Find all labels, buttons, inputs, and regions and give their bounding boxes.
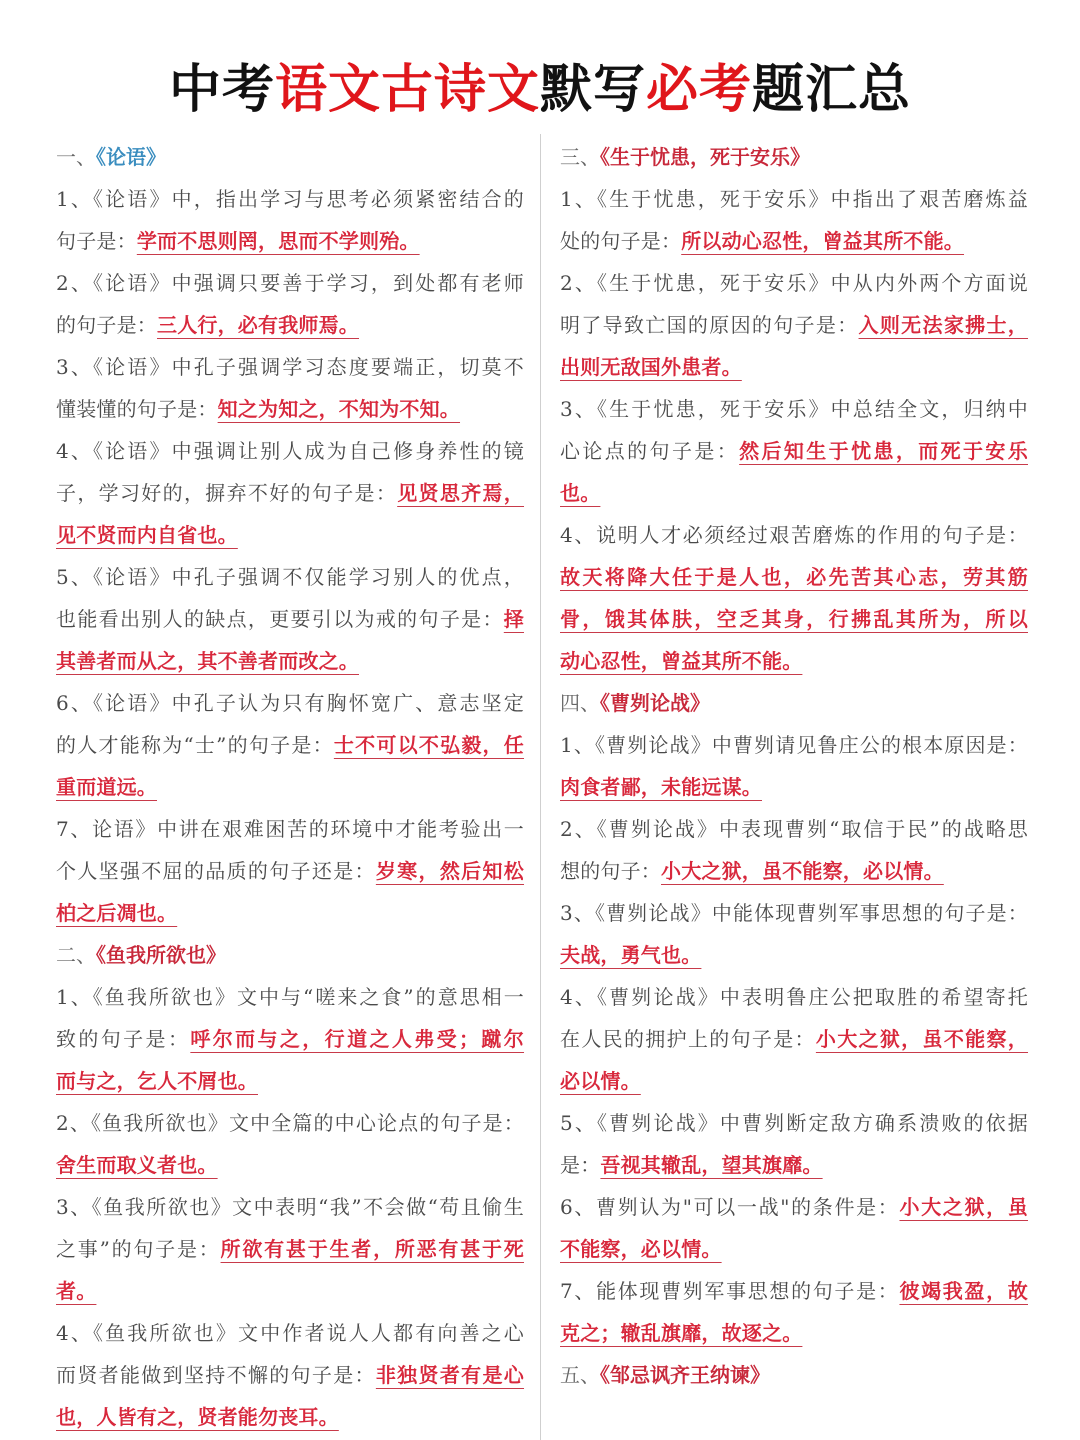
- question-text: 1、《鱼我所欲也》文中与“嗟来之食”的意思相一: [56, 985, 524, 1009]
- question-text: 6、《论语》中孔子认为只有胸怀宽广、意志坚定: [56, 691, 524, 715]
- question-text: 也能看出别人的缺点，更要引以为戒的句子是：: [56, 607, 504, 631]
- question-line: [56, 1228, 524, 1270]
- section-heading: [56, 136, 524, 178]
- section-number: 五、: [560, 1363, 600, 1387]
- question-text: 的人才能称为“士”的句子是：: [56, 733, 334, 757]
- right-column: [560, 136, 1028, 1396]
- answer-text: 骨，饿其体肤，空乏其身，行拂乱其所为，所以: [560, 607, 1028, 631]
- question-line: [56, 262, 524, 304]
- answer-text: 学而不思则罔，思而不学则殆。: [136, 229, 420, 253]
- answer-text: 夫战，勇气也。: [560, 943, 702, 967]
- section-heading: [560, 682, 1028, 724]
- section-heading: [560, 136, 1028, 178]
- question-text: 而贤者能做到坚持不懈的句子是：: [56, 1363, 376, 1387]
- question-line: [560, 556, 1028, 598]
- question-line: [560, 976, 1028, 1018]
- section-heading: [56, 934, 524, 976]
- answer-text: 也，人皆有之，贤者能勿丧耳。: [56, 1405, 339, 1429]
- question-line: [56, 724, 524, 766]
- answer-text: 见贤思齐焉，: [397, 481, 525, 505]
- question-text: 7、能体现曹刿军事思想的句子是：: [560, 1279, 900, 1303]
- title-part: 语文古诗文: [274, 60, 540, 120]
- answer-text: 小大之狱，虽不能察，: [815, 1027, 1029, 1051]
- answer-text: 知之为知之，不知为不知。: [217, 397, 461, 421]
- answer-text: 其善者而从之，其不善者而改之。: [56, 649, 359, 673]
- question-line: [560, 1060, 1028, 1102]
- question-line: [560, 1144, 1028, 1186]
- title-part: 中考: [168, 60, 275, 120]
- question-line: [560, 808, 1028, 850]
- section-book-title: 《邹忌讽齐王纳谏》: [600, 1363, 770, 1387]
- question-text: 3、《生于忧患，死于安乐》中总结全文，归纳中: [560, 397, 1028, 421]
- section-book-title: 《论语》: [96, 145, 166, 169]
- question-line: [56, 766, 524, 808]
- left-column: [56, 136, 524, 1438]
- question-line: [56, 640, 524, 682]
- question-text: 2、《论语》中强调只要善于学习，到处都有老师: [56, 271, 524, 295]
- question-text: 的句子是：: [56, 313, 157, 337]
- question-line: [56, 1186, 524, 1228]
- answer-text: 故天将降大任于是人也，必先苦其心志，劳其筋: [560, 565, 1028, 589]
- answer-text: 呼尔而与之，行道之人弗受；蹴尔: [190, 1027, 525, 1051]
- question-line: [56, 976, 524, 1018]
- title-part: 必考: [646, 60, 753, 120]
- question-line: [560, 724, 1028, 766]
- question-text: 2、《鱼我所欲也》文中全篇的中心论点的句子是：: [56, 1111, 524, 1135]
- answer-text: 非独贤者有是心: [375, 1363, 525, 1387]
- page-title: [0, 58, 1080, 122]
- question-line: [560, 1312, 1028, 1354]
- answer-text: 见不贤而内自省也。: [56, 523, 238, 547]
- question-line: [56, 1312, 524, 1354]
- answer-text: 也。: [560, 481, 601, 505]
- question-text: 明了导致亡国的原因的句子是：: [560, 313, 859, 337]
- answer-text: 彼竭我盈，故: [899, 1279, 1028, 1303]
- question-line: [560, 1186, 1028, 1228]
- question-text: 处的句子是：: [560, 229, 682, 253]
- question-line: [56, 1396, 524, 1438]
- question-line: [56, 304, 524, 346]
- question-line: [560, 514, 1028, 556]
- question-text: 2、《曹刿论战》中表现曹刿“取信于民”的战略思: [560, 817, 1028, 841]
- question-text: 想的句子：: [560, 859, 661, 883]
- question-text: 子，学习好的，摒弃不好的句子是：: [56, 481, 398, 505]
- question-text: 懂装懂的句子是：: [56, 397, 218, 421]
- question-text: 7、论语》中讲在艰难困苦的环境中才能考验出一: [56, 817, 524, 841]
- question-text: 是：: [560, 1153, 601, 1177]
- question-text: 句子是：: [56, 229, 137, 253]
- question-line: [56, 1018, 524, 1060]
- question-line: [560, 850, 1028, 892]
- question-line: [56, 1270, 524, 1312]
- question-text: 1、《论语》中，指出学习与思考必须紧密结合的: [56, 187, 524, 211]
- question-line: [560, 934, 1028, 976]
- question-line: [56, 430, 524, 472]
- section-book-title: 《生于忧患，死于安乐》: [600, 145, 810, 169]
- answer-text: 舍生而取义者也。: [56, 1153, 218, 1177]
- question-text: 5、《曹刿论战》中曹刿断定敌方确系溃败的依据: [560, 1111, 1028, 1135]
- question-text: 个人坚强不屈的品质的句子还是：: [56, 859, 376, 883]
- answer-text: 肉食者鄙，未能远谋。: [560, 775, 762, 799]
- question-line: [560, 220, 1028, 262]
- answer-text: 必以情。: [560, 1069, 641, 1093]
- question-line: [56, 556, 524, 598]
- question-text: 4、《论语》中强调让别人成为自己修身养性的镜: [56, 439, 524, 463]
- answer-text: 者。: [56, 1279, 97, 1303]
- question-text: 4、《鱼我所欲也》文中作者说人人都有向善之心: [56, 1321, 524, 1345]
- answer-text: 所以动心忍性，曾益其所不能。: [681, 229, 965, 253]
- section-number: 四、: [560, 691, 600, 715]
- answer-text: 动心忍性，曾益其所不能。: [560, 649, 803, 673]
- question-text: 5、《论语》中孔子强调不仅能学习别人的优点，: [56, 565, 524, 589]
- section-number: 一、: [56, 145, 96, 169]
- question-line: [560, 598, 1028, 640]
- question-line: [56, 472, 524, 514]
- title-part: 题汇总: [752, 60, 912, 120]
- question-line: [56, 220, 524, 262]
- answer-text: 吾视其辙乱，望其旗靡。: [600, 1153, 823, 1177]
- answer-text: 三人行，必有我师焉。: [157, 313, 359, 337]
- question-text: 在人民的拥护上的句子是：: [560, 1027, 816, 1051]
- answer-text: 小大之狱，虽: [899, 1195, 1029, 1219]
- question-line: [560, 430, 1028, 472]
- question-text: 致的句子是：: [56, 1027, 191, 1051]
- section-book-title: 《曹刿论战》: [600, 691, 710, 715]
- question-line: [56, 808, 524, 850]
- question-text: 3、《鱼我所欲也》文中表明“我”不会做“苟且偷生: [56, 1195, 524, 1219]
- answer-text: 柏之后凋也。: [56, 901, 178, 925]
- question-line: [56, 1102, 524, 1144]
- answer-text: 重而道远。: [56, 775, 157, 799]
- question-line: [56, 388, 524, 430]
- question-text: 6、曹刿认为"可以一战"的条件是：: [560, 1195, 900, 1219]
- question-line: [560, 640, 1028, 682]
- question-line: [56, 1354, 524, 1396]
- answer-text: 小大之狱，虽不能察，必以情。: [661, 859, 944, 883]
- question-line: [560, 304, 1028, 346]
- section-number: 二、: [56, 943, 96, 967]
- answer-text: 而与之，乞人不屑也。: [56, 1069, 258, 1093]
- question-line: [560, 178, 1028, 220]
- question-line: [560, 1270, 1028, 1312]
- question-line: [56, 346, 524, 388]
- question-line: [560, 388, 1028, 430]
- question-text: 心论点的句子是：: [560, 439, 740, 463]
- answer-text: 克之；辙乱旗靡，故逐之。: [560, 1321, 803, 1345]
- question-text: 4、《曹刿论战》中表明鲁庄公把取胜的希望寄托: [560, 985, 1028, 1009]
- title-part: 默写: [539, 60, 646, 120]
- question-text: 1、《曹刿论战》中曹刿请见鲁庄公的根本原因是：: [560, 733, 1028, 757]
- question-line: [560, 1228, 1028, 1270]
- question-text: 之事”的句子是：: [56, 1237, 221, 1261]
- question-line: [560, 472, 1028, 514]
- question-line: [560, 262, 1028, 304]
- question-line: [560, 892, 1028, 934]
- question-line: [56, 598, 524, 640]
- question-text: 3、《论语》中孔子强调学习态度要端正，切莫不: [56, 355, 524, 379]
- question-text: 2、《生于忧患，死于安乐》中从内外两个方面说: [560, 271, 1028, 295]
- answer-text: 不能察，必以情。: [560, 1237, 722, 1261]
- column-divider: [540, 134, 541, 1440]
- question-line: [56, 682, 524, 724]
- answer-text: 出则无敌国外患者。: [560, 355, 742, 379]
- question-line: [56, 1144, 524, 1186]
- question-line: [56, 1060, 524, 1102]
- question-text: 1、《生于忧患，死于安乐》中指出了艰苦磨炼益: [560, 187, 1028, 211]
- answer-text: 岁寒，然后知松: [375, 859, 525, 883]
- question-line: [56, 178, 524, 220]
- answer-text: 择: [503, 607, 524, 631]
- question-line: [560, 1018, 1028, 1060]
- question-text: 4、说明人才必须经过艰苦磨炼的作用的句子是：: [560, 523, 1028, 547]
- question-line: [56, 514, 524, 556]
- answer-text: 入则无法家拂士，: [858, 313, 1028, 337]
- question-text: 3、《曹刿论战》中能体现曹刿军事思想的句子是：: [560, 901, 1028, 925]
- question-line: [56, 850, 524, 892]
- question-line: [560, 346, 1028, 388]
- section-book-title: 《鱼我所欲也》: [96, 943, 226, 967]
- answer-text: 所欲有甚于生者，所恶有甚于死: [220, 1237, 524, 1261]
- answer-text: 士不可以不弘毅，任: [333, 733, 525, 757]
- section-number: 三、: [560, 145, 600, 169]
- answer-text: 然后知生于忧患，而死于安乐: [739, 439, 1028, 463]
- section-heading: [560, 1354, 1028, 1396]
- question-line: [56, 892, 524, 934]
- question-line: [560, 766, 1028, 808]
- question-line: [560, 1102, 1028, 1144]
